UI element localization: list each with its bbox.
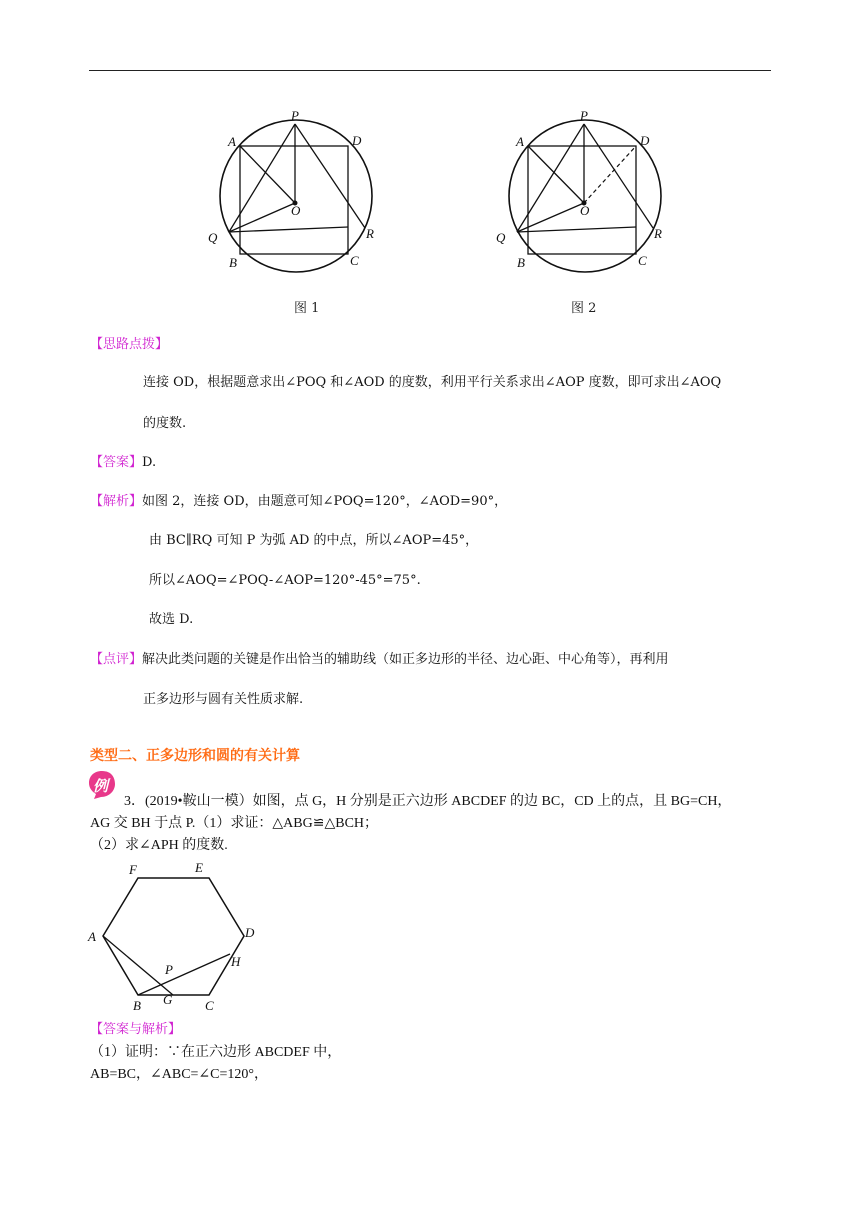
- fig2-label-A: A: [516, 134, 524, 149]
- example-badge-text: 例: [93, 777, 109, 795]
- hex-label-G: G: [163, 992, 173, 1007]
- header-rule: [89, 70, 771, 71]
- hex-label-E: E: [195, 860, 203, 875]
- fig2-label-O: O: [580, 203, 590, 218]
- figure-1-caption: 图 1: [294, 301, 320, 316]
- hex-label-D: D: [245, 925, 255, 940]
- hint-line-2: 的度数.: [143, 416, 187, 431]
- analysis-line-2: 由 BC∥RQ 可知 P 为弧 AD 的中点，所以∠AOP=45°，: [149, 533, 479, 548]
- example-line-1: 3．(2019•鞍山一模）如图，点 G，H 分别是正六边形 ABCDEF 的边 BC，CD 上的点，且 BG=CH，: [124, 794, 732, 809]
- fig1-label-B: B: [229, 255, 237, 270]
- fig2-label-B: B: [517, 255, 525, 270]
- fig1-label-D: D: [352, 133, 362, 148]
- comment-tag: 【点评】: [90, 652, 143, 667]
- hexagon-figure: [85, 858, 265, 1018]
- answer-tag: 【答案】: [90, 455, 143, 470]
- fig1-label-C: C: [350, 253, 359, 268]
- answer-row: [90, 454, 156, 472]
- figure-1: [200, 105, 390, 275]
- fig1-label-R: R: [366, 226, 374, 241]
- fig2-label-D: D: [640, 133, 650, 148]
- analysis-row: [90, 493, 507, 511]
- answer-text: D.: [142, 455, 157, 470]
- solution-line-2: AB=BC，∠ABC=∠C=120°，: [90, 1067, 268, 1082]
- figure-2-caption: 图 2: [571, 301, 597, 316]
- hint-tag: 【思路点拨】: [90, 337, 169, 352]
- section-title: 类型二、正多边形和圆的有关计算: [90, 748, 300, 764]
- hint-line-1: 连接 OD，根据题意求出∠POQ 和∠AOD 的度数，利用平行关系求出∠AOP 度数，即可求出∠AOQ: [143, 375, 722, 390]
- hex-label-H: H: [231, 954, 241, 969]
- comment-line-1: 解决此类问题的关键是作出恰当的辅助线（如正多边形的半径、边心距、中心角等），再利用: [142, 652, 669, 667]
- figure-2: [490, 105, 680, 275]
- fig1-label-Q: Q: [208, 230, 218, 245]
- hex-label-F: F: [129, 862, 137, 877]
- comment-row: [90, 651, 669, 669]
- analysis-line-1: 如图 2，连接 OD，由题意可知∠POQ=120°，∠AOD=90°，: [142, 494, 508, 509]
- fig2-label-P: P: [580, 108, 588, 123]
- analysis-line-3: 所以∠AOQ=∠POQ-∠AOP=120°-45°=75°.: [149, 573, 421, 588]
- analysis-tag: 【解析】: [90, 494, 143, 509]
- comment-line-2: 正多边形与圆有关性质求解.: [143, 692, 304, 707]
- analysis-line-4: 故选 D.: [149, 612, 194, 627]
- fig2-label-R: R: [654, 226, 662, 241]
- hex-label-A: A: [88, 929, 96, 944]
- fig1-label-P: P: [291, 108, 299, 123]
- fig2-label-Q: Q: [496, 230, 506, 245]
- fig2-label-C: C: [638, 253, 647, 268]
- example-badge: [88, 770, 116, 800]
- solution-tag: 【答案与解析】: [90, 1022, 182, 1037]
- example-line-2: AG 交 BH 于点 P.（1）求证：△ABG≌△BCH；: [90, 816, 379, 831]
- hex-label-B: B: [133, 998, 141, 1013]
- fig1-label-O: O: [291, 203, 301, 218]
- hex-label-P: P: [165, 962, 173, 977]
- solution-line-1: （1）证明：∵在正六边形 ABCDEF 中，: [90, 1045, 342, 1060]
- fig1-label-A: A: [228, 134, 236, 149]
- example-line-3: （2）求∠APH 的度数.: [90, 838, 228, 853]
- hex-label-C: C: [205, 998, 214, 1013]
